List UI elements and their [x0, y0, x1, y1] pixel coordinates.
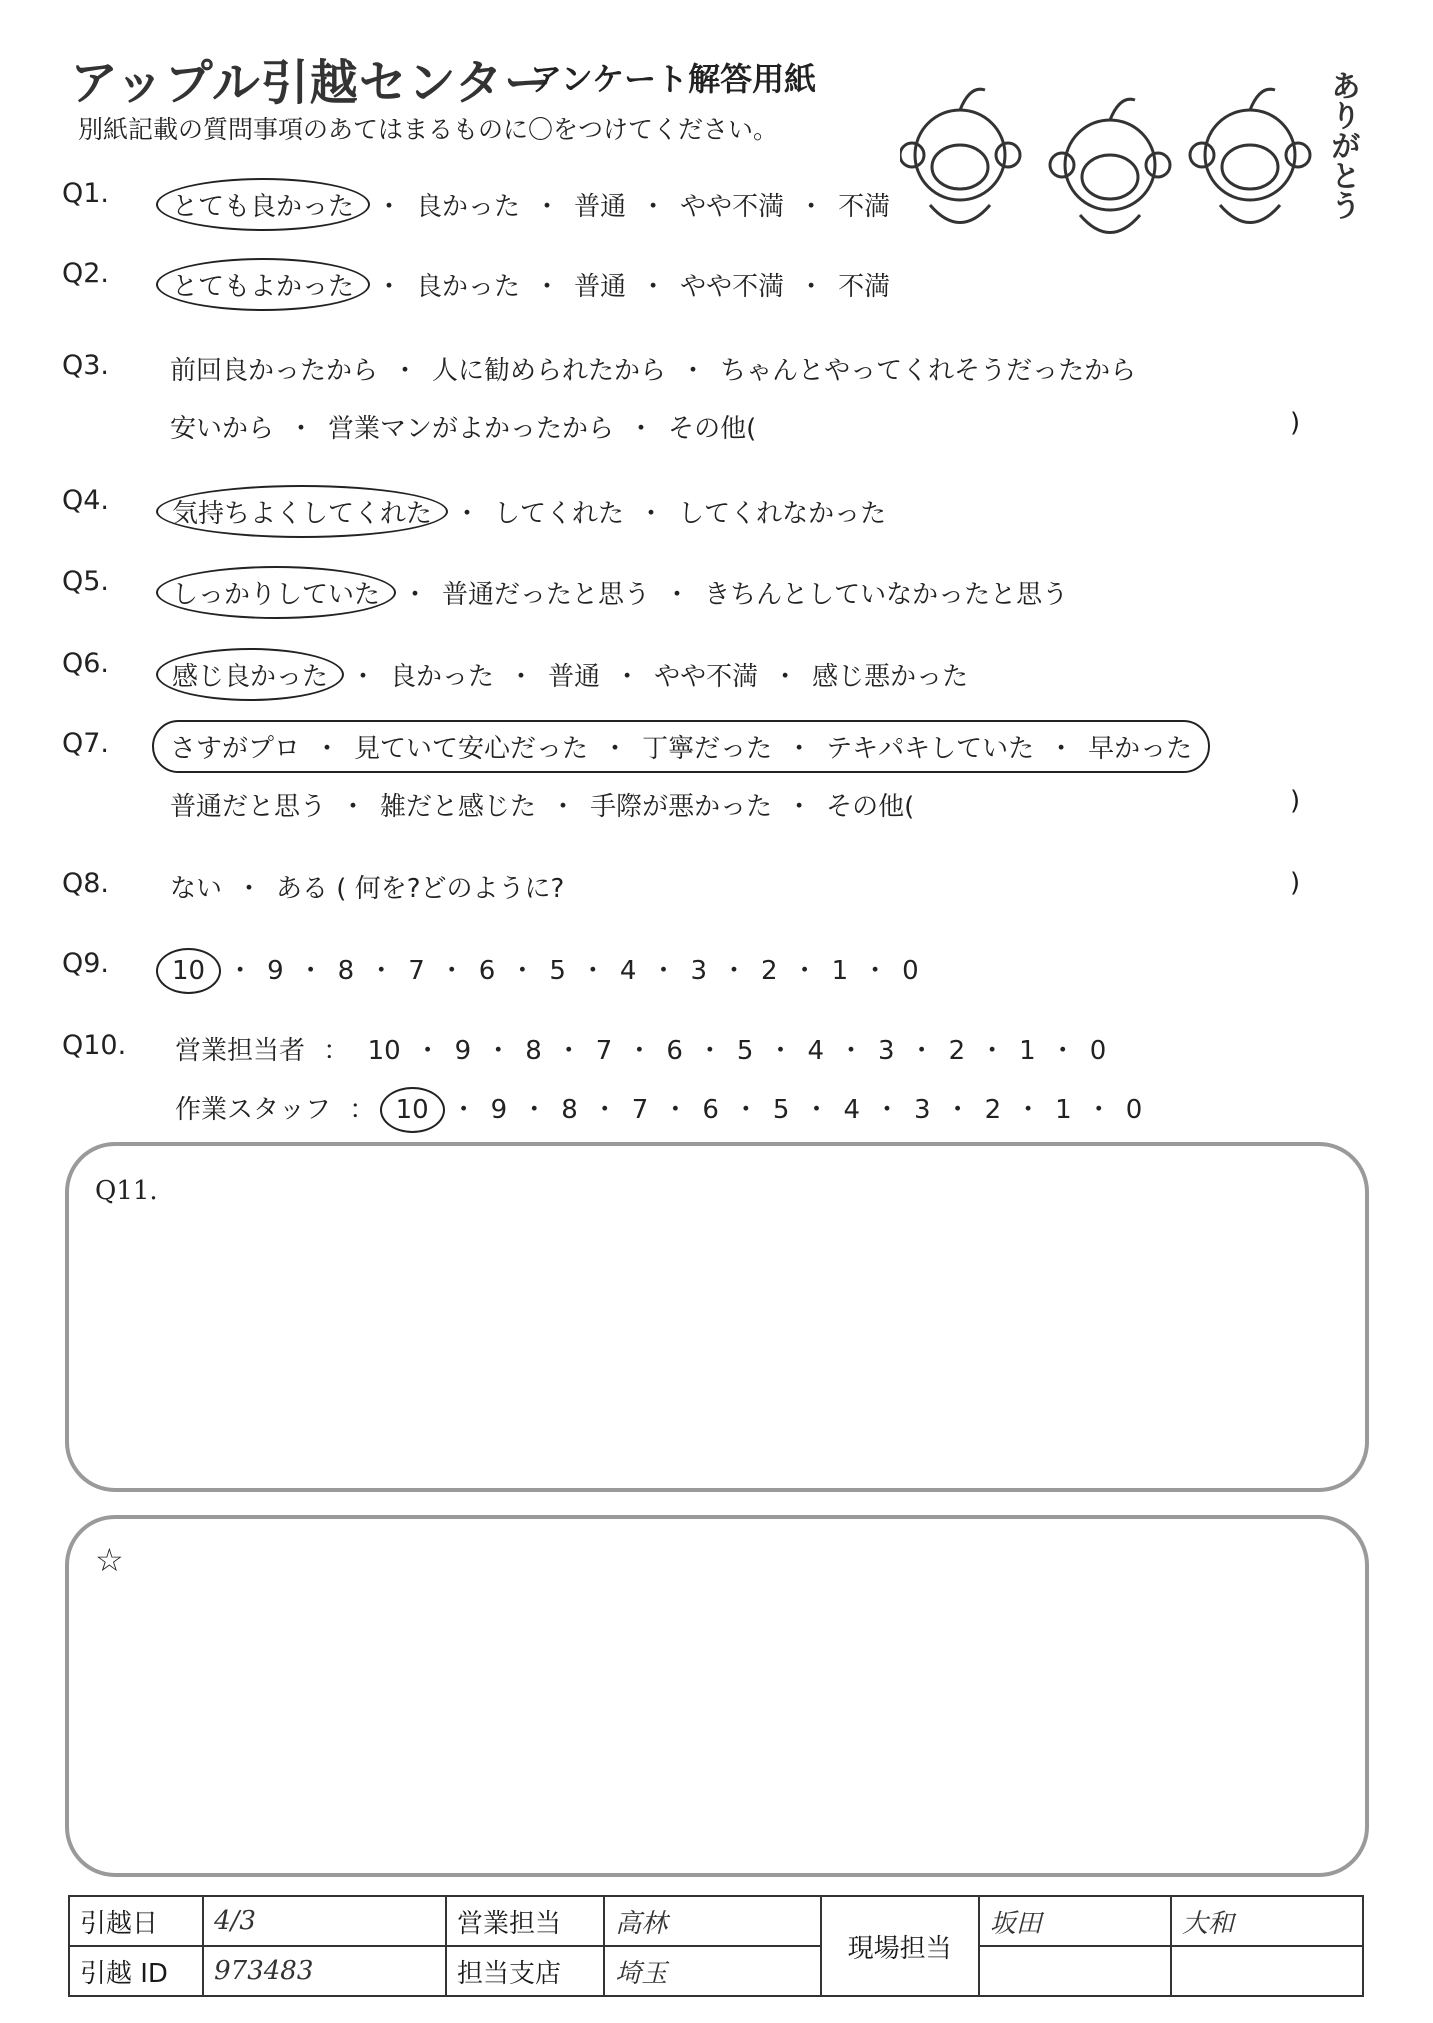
- answer-option[interactable]: 気持ちよくしてくれた: [156, 485, 448, 538]
- score-option[interactable]: 9: [490, 1095, 508, 1125]
- separator-dot: ・: [376, 272, 403, 302]
- separator-dot: ・: [1015, 1095, 1042, 1125]
- answer-option[interactable]: 雑だと感じた: [380, 792, 537, 822]
- separator-dot: ・: [555, 1036, 582, 1066]
- answer-option[interactable]: してくれなかった: [678, 499, 887, 529]
- site-staff-4: [1171, 1946, 1363, 1996]
- question-label: Q2.: [62, 258, 110, 289]
- separator-dot: ・: [786, 792, 813, 822]
- q10-sales-name: 営業担当者: [175, 1036, 306, 1066]
- separator-dot: ・: [862, 956, 889, 986]
- separator-dot: ・: [664, 580, 691, 610]
- q10-staff-name: 作業スタッフ: [175, 1095, 332, 1125]
- close-paren: ): [1290, 408, 1301, 438]
- question-label: Q3.: [62, 350, 110, 381]
- separator-dot: ・: [454, 499, 481, 529]
- answer-option[interactable]: 6: [478, 956, 496, 986]
- score-option[interactable]: 6: [702, 1095, 719, 1125]
- monkey-mascots-illustration: [900, 60, 1320, 250]
- sales-value: 高林: [604, 1896, 820, 1946]
- score-option[interactable]: 4: [843, 1095, 861, 1125]
- answer-option[interactable]: 5: [549, 956, 566, 986]
- answer-option[interactable]: 3: [690, 956, 708, 986]
- separator-dot: ・: [979, 1036, 1006, 1066]
- star-comment-box[interactable]: [65, 1515, 1369, 1877]
- score-option[interactable]: 0: [1089, 1036, 1107, 1066]
- answer-option[interactable]: 見ていて安心だった: [354, 734, 589, 764]
- answer-option[interactable]: 8: [337, 956, 355, 986]
- question-label: Q8.: [62, 868, 110, 899]
- question-options-row: [170, 408, 756, 445]
- score-option[interactable]: 3: [878, 1036, 895, 1066]
- score-option[interactable]: 2: [984, 1095, 1002, 1125]
- move-date-label: 引越日: [69, 1896, 203, 1946]
- separator-dot: ・: [732, 1095, 759, 1125]
- thanks-text: ありがとう: [1325, 70, 1360, 220]
- score-option[interactable]: 8: [525, 1036, 542, 1066]
- answer-option[interactable]: 安いから: [170, 414, 275, 444]
- answer-option[interactable]: 前回良かったから: [170, 356, 379, 386]
- answer-option[interactable]: 普通: [548, 662, 601, 692]
- answer-option[interactable]: 良かった: [416, 192, 521, 222]
- separator-dot: ・: [579, 956, 606, 986]
- separator-dot: ・: [438, 956, 465, 986]
- answer-option[interactable]: 人に勧められたから: [432, 356, 667, 386]
- score-option[interactable]: 1: [1055, 1095, 1072, 1125]
- q10-label: Q10.: [62, 1030, 127, 1061]
- q10-staff-scale: [394, 1095, 1143, 1125]
- answer-option[interactable]: 良かった: [390, 662, 495, 692]
- separator-dot: ・: [767, 1036, 794, 1066]
- score-option[interactable]: 4: [807, 1036, 825, 1066]
- separator-dot: ・: [628, 414, 655, 444]
- answer-option[interactable]: 感じ悪かった: [812, 662, 969, 692]
- score-option[interactable]: 7: [631, 1095, 649, 1125]
- answer-option[interactable]: さすがプロ: [170, 734, 301, 764]
- answer-option[interactable]: きちんとしていなかったと思う: [704, 580, 1069, 610]
- question-options-row: [170, 868, 564, 905]
- site-staff-1: 坂田: [979, 1896, 1171, 1946]
- question-label: Q5.: [62, 566, 110, 597]
- separator-dot: ・: [798, 272, 825, 302]
- answer-option[interactable]: 10: [156, 948, 221, 994]
- separator-dot: ・: [798, 192, 825, 222]
- answer-option[interactable]: 営業マンがよかったから: [328, 414, 615, 444]
- separator-dot: ・: [534, 272, 561, 302]
- separator-dot: ・: [591, 1095, 618, 1125]
- separator-dot: ・: [508, 662, 535, 692]
- move-id-value: 973483: [203, 1946, 446, 1996]
- answer-option[interactable]: その他(: [826, 792, 915, 822]
- move-id-label: 引越 ID: [69, 1946, 203, 1996]
- question-options-row: [152, 720, 1210, 773]
- question-label: Q7.: [62, 728, 110, 759]
- separator-dot: ・: [640, 272, 667, 302]
- separator-dot: ・: [227, 956, 254, 986]
- footer-info-table: [68, 1895, 1364, 1997]
- q10-staff-colon: ：: [349, 1095, 376, 1125]
- question-options-row: [170, 648, 968, 701]
- separator-dot: ・: [236, 874, 263, 904]
- answer-option[interactable]: 不満: [838, 272, 891, 302]
- answer-option[interactable]: 感じ良かった: [156, 648, 344, 701]
- separator-dot: ・: [650, 956, 677, 986]
- answer-option[interactable]: 早かった: [1088, 734, 1193, 764]
- question-label: Q6.: [62, 648, 110, 679]
- q11-comment-box[interactable]: [65, 1142, 1369, 1492]
- score-option[interactable]: 2: [948, 1036, 966, 1066]
- site-staff-2: 大和: [1171, 1896, 1363, 1946]
- q10-sales-scale: [368, 1036, 1107, 1066]
- answer-option[interactable]: やや不満: [654, 662, 759, 692]
- answer-option[interactable]: その他(: [668, 414, 757, 444]
- separator-dot: ・: [696, 1036, 723, 1066]
- separator-dot: ・: [376, 192, 403, 222]
- separator-dot: ・: [803, 1095, 830, 1125]
- question-options-row: [170, 566, 1068, 619]
- answer-option[interactable]: ない: [170, 874, 223, 904]
- question-options-row: [170, 948, 919, 994]
- company-title: アップル引越センター: [70, 55, 553, 111]
- separator-dot: ・: [1049, 1036, 1076, 1066]
- form-title: アンケート解答用紙: [530, 60, 817, 98]
- answer-option[interactable]: とても良かった: [156, 178, 370, 231]
- question-options-row: [170, 350, 1136, 387]
- separator-dot: ・: [791, 956, 818, 986]
- answer-option[interactable]: ちゃんとやってくれそうだったから: [720, 356, 1137, 386]
- separator-dot: ・: [414, 1036, 441, 1066]
- separator-dot: ・: [340, 792, 367, 822]
- score-option[interactable]: 5: [772, 1095, 790, 1125]
- separator-dot: ・: [786, 734, 813, 764]
- answer-option[interactable]: やや不満: [680, 192, 785, 222]
- answer-option[interactable]: 9: [267, 956, 284, 986]
- answer-option[interactable]: やや不満: [680, 272, 785, 302]
- answer-option[interactable]: とてもよかった: [156, 258, 370, 311]
- q10-sales-row: [175, 1030, 1106, 1067]
- separator-dot: ・: [485, 1036, 512, 1066]
- score-option[interactable]: 0: [1125, 1095, 1143, 1125]
- separator-dot: ・: [450, 1095, 477, 1125]
- separator-dot: ・: [368, 956, 395, 986]
- question-options-row: [170, 485, 886, 538]
- answer-option[interactable]: 普通: [574, 192, 627, 222]
- answer-option[interactable]: 2: [761, 956, 778, 986]
- separator-dot: ・: [509, 956, 536, 986]
- score-option[interactable]: 8: [561, 1095, 578, 1125]
- answer-option[interactable]: 手際が悪かった: [590, 792, 773, 822]
- separator-dot: ・: [662, 1095, 689, 1125]
- answer-option[interactable]: 丁寧だった: [642, 734, 773, 764]
- star-icon: ☆: [95, 1541, 124, 1579]
- q10-staff-row: [175, 1087, 1142, 1133]
- separator-dot: ・: [1048, 734, 1075, 764]
- q11-label: Q11.: [95, 1176, 158, 1206]
- separator-dot: ・: [638, 499, 665, 529]
- score-option[interactable]: 3: [914, 1095, 931, 1125]
- question-options-row: [170, 786, 914, 823]
- separator-dot: ・: [314, 734, 341, 764]
- separator-dot: ・: [392, 356, 419, 386]
- site-label: 現場担当: [821, 1896, 979, 1996]
- answer-option[interactable]: ある ( 何を?どのように?: [276, 874, 565, 904]
- separator-dot: ・: [602, 734, 629, 764]
- answer-option[interactable]: テキパキしていた: [826, 734, 1035, 764]
- question-label: Q1.: [62, 178, 110, 209]
- separator-dot: ・: [1085, 1095, 1112, 1125]
- separator-dot: ・: [680, 356, 707, 386]
- answer-option[interactable]: 4: [619, 956, 637, 986]
- score-option[interactable]: 5: [736, 1036, 754, 1066]
- answer-option[interactable]: 1: [831, 956, 849, 986]
- separator-dot: ・: [626, 1036, 653, 1066]
- score-option[interactable]: 7: [595, 1036, 613, 1066]
- sales-label: 営業担当: [446, 1896, 604, 1946]
- separator-dot: ・: [350, 662, 377, 692]
- score-option[interactable]: 1: [1019, 1036, 1036, 1066]
- separator-dot: ・: [288, 414, 315, 444]
- answer-option[interactable]: 0: [902, 956, 919, 986]
- instruction-text: 別紙記載の質問事項のあてはまるものに〇をつけてください。: [78, 115, 779, 144]
- question-options-row: [170, 258, 890, 311]
- close-paren: ): [1290, 868, 1301, 898]
- answer-option[interactable]: 7: [408, 956, 425, 986]
- separator-dot: ・: [534, 192, 561, 222]
- answer-option[interactable]: 不満: [838, 192, 891, 222]
- separator-dot: ・: [521, 1095, 548, 1125]
- score-option[interactable]: 6: [666, 1036, 683, 1066]
- separator-dot: ・: [908, 1036, 935, 1066]
- separator-dot: ・: [297, 956, 324, 986]
- answer-option[interactable]: してくれた: [494, 499, 625, 529]
- q10-sales-colon: ：: [323, 1036, 350, 1066]
- question-options-row: [170, 178, 890, 231]
- answer-option[interactable]: 良かった: [416, 272, 521, 302]
- close-paren: ): [1290, 786, 1301, 816]
- answer-option[interactable]: 普通だと思う: [170, 792, 327, 822]
- branch-value: 埼玉: [604, 1946, 820, 1996]
- score-option[interactable]: 10: [380, 1087, 445, 1133]
- separator-dot: ・: [721, 956, 748, 986]
- separator-dot: ・: [944, 1095, 971, 1125]
- answer-option[interactable]: 普通: [574, 272, 627, 302]
- question-label: Q4.: [62, 485, 110, 516]
- answer-option[interactable]: 普通だったと思う: [442, 580, 651, 610]
- answer-option[interactable]: しっかりしていた: [156, 566, 396, 619]
- separator-dot: ・: [874, 1095, 901, 1125]
- branch-label: 担当支店: [446, 1946, 604, 1996]
- score-option[interactable]: 10: [367, 1036, 401, 1066]
- separator-dot: ・: [640, 192, 667, 222]
- question-label: Q9.: [62, 948, 110, 979]
- separator-dot: ・: [402, 580, 429, 610]
- separator-dot: ・: [838, 1036, 865, 1066]
- separator-dot: ・: [614, 662, 641, 692]
- separator-dot: ・: [772, 662, 799, 692]
- score-option[interactable]: 9: [454, 1036, 472, 1066]
- separator-dot: ・: [550, 792, 577, 822]
- move-date-value: 4/3: [203, 1896, 446, 1946]
- site-staff-3: [979, 1946, 1171, 1996]
